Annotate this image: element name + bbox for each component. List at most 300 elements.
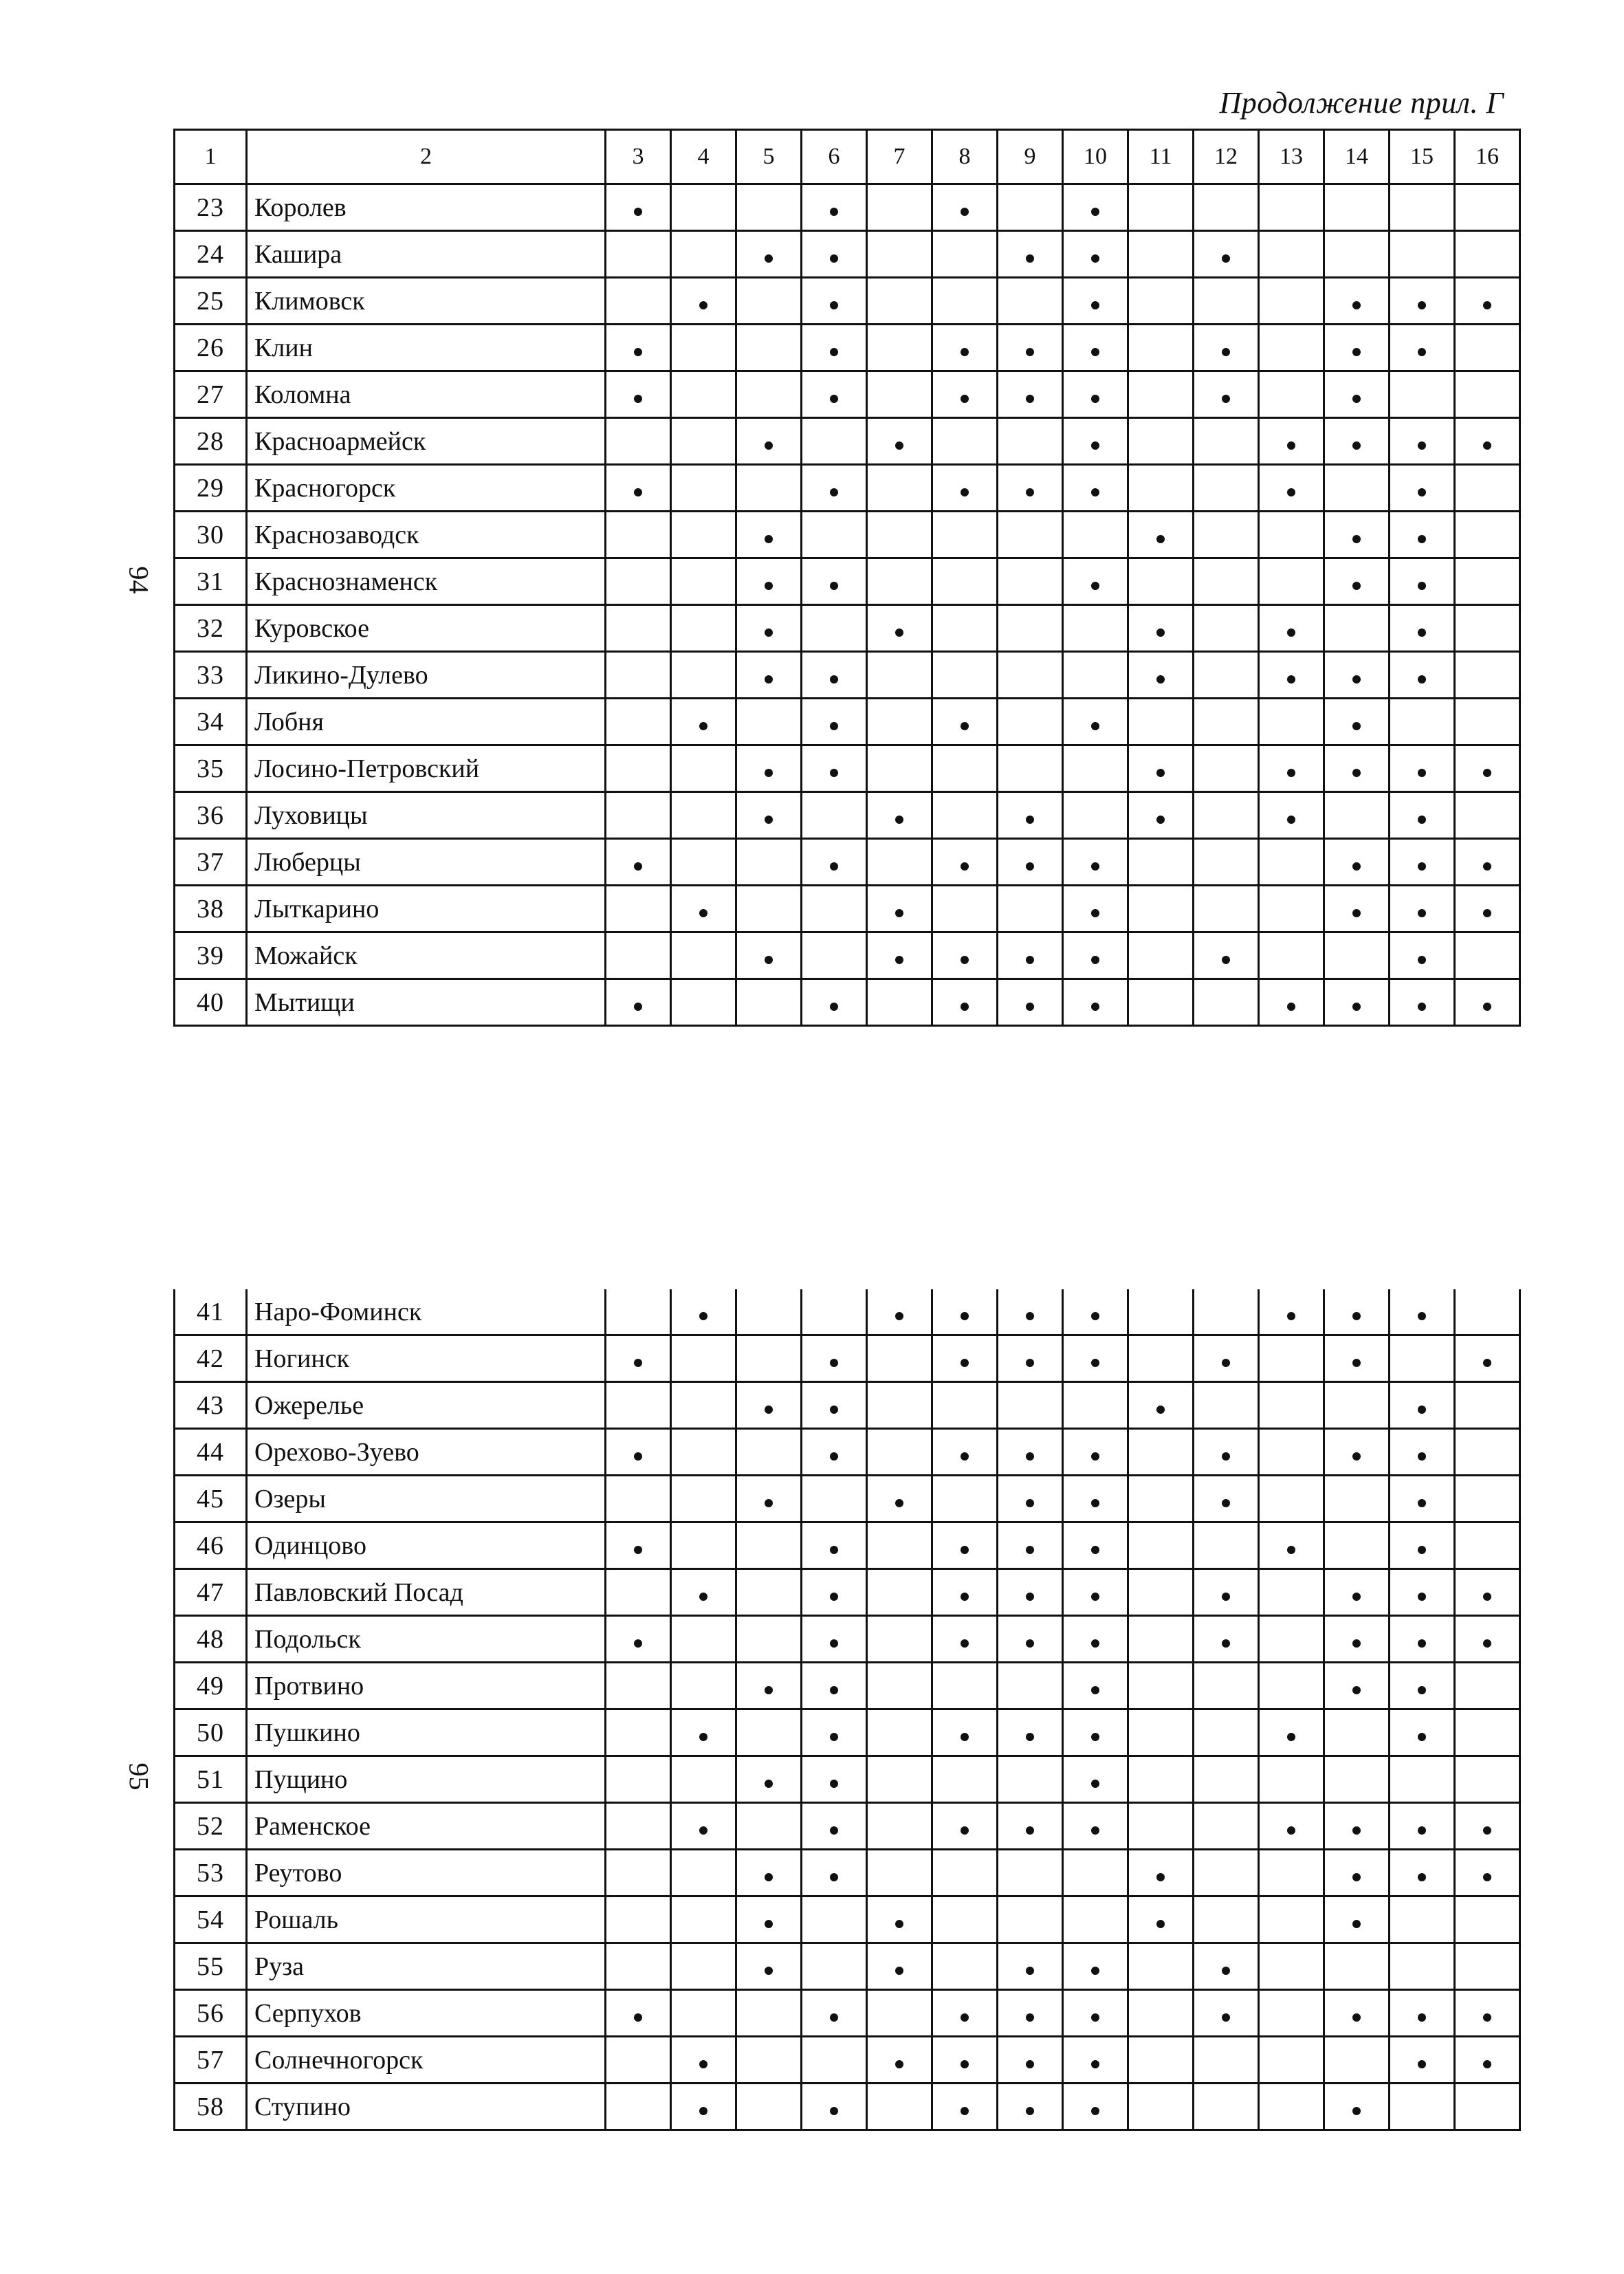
table-row <box>175 1382 1520 1429</box>
cell-col-10 <box>1063 512 1128 558</box>
bullet-mark <box>830 348 838 356</box>
table-row <box>175 1335 1520 1382</box>
bullet-mark <box>1418 348 1426 356</box>
bullet-mark <box>830 1733 838 1741</box>
bullet-mark <box>1156 535 1165 543</box>
cell-col-3 <box>606 325 671 371</box>
header-col-2: 2 <box>247 130 606 184</box>
row-number: 46 <box>175 1522 247 1569</box>
cell-col-9 <box>998 886 1063 932</box>
cell-col-9 <box>998 1943 1063 1990</box>
table-row <box>175 1663 1520 1709</box>
cell-col-16 <box>1455 2084 1520 2130</box>
row-number: 36 <box>175 792 247 839</box>
row-number: 49 <box>175 1663 247 1709</box>
cell-col-11 <box>1128 371 1194 418</box>
bullet-mark <box>1091 1359 1099 1367</box>
bullet-mark <box>961 1452 969 1461</box>
city-name: Коломна <box>247 371 606 418</box>
cell-col-4 <box>671 1756 736 1803</box>
cell-col-13 <box>1259 1335 1324 1382</box>
cell-col-12 <box>1194 278 1259 325</box>
cell-col-5 <box>736 1335 802 1382</box>
bullet-mark <box>1418 1499 1426 1507</box>
cell-col-15 <box>1390 1429 1455 1476</box>
bullet-mark <box>1352 2013 1361 2022</box>
cell-col-6 <box>802 1476 867 1522</box>
bullet-mark <box>895 1312 903 1320</box>
bullet-mark <box>1156 1406 1165 1414</box>
cell-col-6 <box>802 1803 867 1850</box>
bullet-mark <box>634 1003 642 1011</box>
cell-col-16 <box>1455 184 1520 231</box>
table-top <box>173 129 1521 1027</box>
bullet-mark <box>1352 348 1361 356</box>
cell-col-9 <box>998 1616 1063 1663</box>
cell-col-3 <box>606 1896 671 1943</box>
cell-col-7 <box>867 932 932 979</box>
bullet-mark <box>1418 1406 1426 1414</box>
city-name: Руза <box>247 1943 606 1990</box>
cell-col-16 <box>1455 1803 1520 1850</box>
bullet-mark <box>1091 208 1099 216</box>
cell-col-6 <box>802 278 867 325</box>
cell-col-9 <box>998 1663 1063 1709</box>
bullet-mark <box>634 208 642 216</box>
cell-col-16 <box>1455 1429 1520 1476</box>
cell-col-16 <box>1455 278 1520 325</box>
cell-col-15 <box>1390 418 1455 465</box>
cell-col-3 <box>606 932 671 979</box>
cell-col-10 <box>1063 886 1128 932</box>
bullet-mark <box>1222 1359 1230 1367</box>
table-row <box>175 1569 1520 1616</box>
bullet-mark <box>1287 488 1295 496</box>
bullet-mark <box>1418 441 1426 450</box>
cell-col-5 <box>736 1896 802 1943</box>
bullet-mark <box>1418 582 1426 590</box>
cell-col-11 <box>1128 184 1194 231</box>
bullet-mark <box>1026 1967 1034 1975</box>
row-number: 47 <box>175 1569 247 1616</box>
table-bottom <box>173 1289 1521 2131</box>
bullet-mark <box>699 1733 707 1741</box>
bullet-mark <box>765 1873 773 1881</box>
cell-col-16 <box>1455 418 1520 465</box>
cell-col-12 <box>1194 1850 1259 1896</box>
cell-col-8 <box>932 1990 998 2037</box>
cell-col-12 <box>1194 1382 1259 1429</box>
cell-col-10 <box>1063 1616 1128 1663</box>
bullet-mark <box>895 909 903 917</box>
bullet-mark <box>1483 301 1491 309</box>
cell-col-6 <box>802 231 867 278</box>
bullet-mark <box>895 1920 903 1928</box>
cell-col-14 <box>1324 1990 1390 2037</box>
row-number: 40 <box>175 979 247 1026</box>
cell-col-11 <box>1128 1756 1194 1803</box>
bullet-mark <box>1091 1546 1099 1554</box>
bullet-mark <box>1352 1003 1361 1011</box>
bullet-mark <box>830 301 838 309</box>
table-row <box>175 371 1520 418</box>
bullet-mark <box>765 816 773 824</box>
table-row <box>175 2037 1520 2084</box>
bullet-mark <box>961 862 969 871</box>
header-col-9: 9 <box>998 130 1063 184</box>
bullet-mark <box>830 1593 838 1601</box>
cell-col-5 <box>736 371 802 418</box>
cell-col-3 <box>606 839 671 886</box>
cell-col-9 <box>998 558 1063 605</box>
cell-col-11 <box>1128 745 1194 792</box>
bullet-mark <box>765 769 773 777</box>
cell-col-8 <box>932 325 998 371</box>
cell-col-12 <box>1194 1663 1259 1709</box>
cell-col-10 <box>1063 699 1128 745</box>
cell-col-11 <box>1128 465 1194 512</box>
cell-col-8 <box>932 418 998 465</box>
cell-col-16 <box>1455 605 1520 652</box>
cell-col-12 <box>1194 1943 1259 1990</box>
cell-col-12 <box>1194 371 1259 418</box>
row-number: 30 <box>175 512 247 558</box>
bullet-mark <box>1483 1639 1491 1648</box>
cell-col-5 <box>736 1803 802 1850</box>
bullet-mark <box>961 2060 969 2068</box>
cell-col-6 <box>802 605 867 652</box>
bullet-mark <box>1026 488 1034 496</box>
row-number: 26 <box>175 325 247 371</box>
cell-col-8 <box>932 1522 998 1569</box>
city-name: Люберцы <box>247 839 606 886</box>
cell-col-8 <box>932 652 998 699</box>
cell-col-7 <box>867 839 932 886</box>
cell-col-13 <box>1259 652 1324 699</box>
row-number: 58 <box>175 2084 247 2130</box>
cell-col-8 <box>932 1289 998 1335</box>
cell-col-15 <box>1390 2084 1455 2130</box>
bullet-mark <box>1352 1826 1361 1835</box>
bullet-mark <box>1091 722 1099 730</box>
bullet-mark <box>1091 1967 1099 1975</box>
city-name: Серпухов <box>247 1990 606 2037</box>
cell-col-13 <box>1259 184 1324 231</box>
row-number: 29 <box>175 465 247 512</box>
cell-col-3 <box>606 2037 671 2084</box>
cell-col-5 <box>736 2084 802 2130</box>
cell-col-10 <box>1063 605 1128 652</box>
cell-col-6 <box>802 558 867 605</box>
cell-col-8 <box>932 1476 998 1522</box>
bullet-mark <box>1091 441 1099 450</box>
cell-col-5 <box>736 979 802 1026</box>
cell-col-15 <box>1390 231 1455 278</box>
bullet-mark <box>1287 1733 1295 1741</box>
cell-col-15 <box>1390 699 1455 745</box>
cell-col-4 <box>671 886 736 932</box>
bullet-mark <box>699 722 707 730</box>
cell-col-16 <box>1455 1663 1520 1709</box>
cell-col-11 <box>1128 512 1194 558</box>
cell-col-5 <box>736 1289 802 1335</box>
cell-col-4 <box>671 278 736 325</box>
cell-col-8 <box>932 2084 998 2130</box>
bullet-mark <box>830 1826 838 1835</box>
cell-col-16 <box>1455 886 1520 932</box>
cell-col-15 <box>1390 745 1455 792</box>
bullet-mark <box>699 301 707 309</box>
cell-col-14 <box>1324 699 1390 745</box>
cell-col-5 <box>736 465 802 512</box>
cell-col-9 <box>998 1522 1063 1569</box>
bullet-mark <box>1222 254 1230 263</box>
cell-col-14 <box>1324 1335 1390 1382</box>
bullet-mark <box>961 1003 969 1011</box>
cell-col-4 <box>671 2037 736 2084</box>
cell-col-13 <box>1259 1522 1324 1569</box>
bullet-mark <box>1222 1967 1230 1975</box>
cell-col-13 <box>1259 886 1324 932</box>
bullet-mark <box>1222 1639 1230 1648</box>
bullet-mark <box>1352 582 1361 590</box>
cell-col-7 <box>867 418 932 465</box>
cell-col-12 <box>1194 231 1259 278</box>
cell-col-11 <box>1128 605 1194 652</box>
bullet-mark <box>1026 1452 1034 1461</box>
bullet-mark <box>765 956 773 964</box>
cell-col-4 <box>671 979 736 1026</box>
bullet-mark <box>634 1639 642 1648</box>
cell-col-6 <box>802 184 867 231</box>
header-col-1: 1 <box>175 130 247 184</box>
table-row <box>175 1616 1520 1663</box>
bullet-mark <box>699 1312 707 1320</box>
bullet-mark <box>1418 816 1426 824</box>
cell-col-9 <box>998 418 1063 465</box>
bullet-mark <box>1287 628 1295 637</box>
bullet-mark <box>1156 1920 1165 1928</box>
cell-col-12 <box>1194 839 1259 886</box>
cell-col-13 <box>1259 512 1324 558</box>
cell-col-3 <box>606 1850 671 1896</box>
city-name: Ногинск <box>247 1335 606 1382</box>
bullet-mark <box>1418 2060 1426 2068</box>
bullet-mark <box>1222 1499 1230 1507</box>
row-number: 27 <box>175 371 247 418</box>
cell-col-10 <box>1063 371 1128 418</box>
bullet-mark <box>1418 488 1426 496</box>
bullet-mark <box>961 1546 969 1554</box>
cell-col-8 <box>932 1803 998 1850</box>
cell-col-7 <box>867 1756 932 1803</box>
cell-col-3 <box>606 1990 671 2037</box>
cell-col-11 <box>1128 792 1194 839</box>
cell-col-14 <box>1324 1850 1390 1896</box>
bullet-mark <box>961 1826 969 1835</box>
bullet-mark <box>830 1780 838 1788</box>
cell-col-9 <box>998 465 1063 512</box>
bullet-mark <box>961 488 969 496</box>
bullet-mark <box>1026 1546 1034 1554</box>
cell-col-6 <box>802 1709 867 1756</box>
cell-col-9 <box>998 325 1063 371</box>
bullet-mark <box>1091 1593 1099 1601</box>
cell-col-15 <box>1390 2037 1455 2084</box>
bullet-mark <box>765 675 773 684</box>
cell-col-7 <box>867 792 932 839</box>
bullet-mark <box>1418 1733 1426 1741</box>
cell-col-3 <box>606 745 671 792</box>
header-col-10: 10 <box>1063 130 1128 184</box>
cell-col-8 <box>932 1616 998 1663</box>
bullet-mark <box>895 628 903 637</box>
cell-col-6 <box>802 418 867 465</box>
cell-col-5 <box>736 1850 802 1896</box>
cell-col-10 <box>1063 1709 1128 1756</box>
cell-col-3 <box>606 605 671 652</box>
bullet-mark <box>1026 1639 1034 1648</box>
table-row <box>175 325 1520 371</box>
bullet-mark <box>1418 862 1426 871</box>
cell-col-15 <box>1390 1335 1455 1382</box>
cell-col-4 <box>671 1289 736 1335</box>
bullet-mark <box>1091 2107 1099 2115</box>
bullet-mark <box>1352 1593 1361 1601</box>
row-number: 25 <box>175 278 247 325</box>
table-row <box>175 745 1520 792</box>
cell-col-7 <box>867 699 932 745</box>
city-name: Краснозаводск <box>247 512 606 558</box>
cell-col-12 <box>1194 2037 1259 2084</box>
city-name: Подольск <box>247 1616 606 1663</box>
cell-col-3 <box>606 231 671 278</box>
table-row <box>175 1943 1520 1990</box>
header-col-4: 4 <box>671 130 736 184</box>
cell-col-16 <box>1455 1709 1520 1756</box>
bullet-mark <box>1483 441 1491 450</box>
cell-col-7 <box>867 1382 932 1429</box>
city-name: Лыткарино <box>247 886 606 932</box>
cell-col-12 <box>1194 418 1259 465</box>
table-row <box>175 605 1520 652</box>
cell-col-15 <box>1390 371 1455 418</box>
bullet-mark <box>1026 2060 1034 2068</box>
cell-col-16 <box>1455 1522 1520 1569</box>
bullet-mark <box>1352 1452 1361 1461</box>
bullet-mark <box>830 2107 838 2115</box>
cell-col-7 <box>867 1569 932 1616</box>
city-name: Луховицы <box>247 792 606 839</box>
cell-col-15 <box>1390 792 1455 839</box>
cell-col-5 <box>736 699 802 745</box>
cell-col-8 <box>932 465 998 512</box>
bullet-mark <box>1091 1452 1099 1461</box>
city-name: Раменское <box>247 1803 606 1850</box>
row-number: 53 <box>175 1850 247 1896</box>
bullet-mark <box>1091 1733 1099 1741</box>
bullet-mark <box>1026 816 1034 824</box>
cell-col-14 <box>1324 2037 1390 2084</box>
bullet-mark <box>634 1359 642 1367</box>
cell-col-15 <box>1390 325 1455 371</box>
cell-col-3 <box>606 1709 671 1756</box>
cell-col-10 <box>1063 2084 1128 2130</box>
bullet-mark <box>961 395 969 403</box>
cell-col-4 <box>671 418 736 465</box>
cell-col-4 <box>671 1990 736 2037</box>
cell-col-13 <box>1259 2084 1324 2130</box>
cell-col-9 <box>998 745 1063 792</box>
bullet-mark <box>1483 769 1491 777</box>
bullet-mark <box>699 2107 707 2115</box>
bullet-mark <box>1026 395 1034 403</box>
cell-col-7 <box>867 1709 932 1756</box>
cell-col-13 <box>1259 745 1324 792</box>
bullet-mark <box>1287 1312 1295 1320</box>
bullet-mark <box>1418 909 1426 917</box>
cell-col-15 <box>1390 605 1455 652</box>
cell-col-13 <box>1259 1569 1324 1616</box>
cell-col-10 <box>1063 1990 1128 2037</box>
table-row <box>175 652 1520 699</box>
cell-col-7 <box>867 371 932 418</box>
bullet-mark <box>765 582 773 590</box>
cell-col-9 <box>998 1289 1063 1335</box>
cell-col-7 <box>867 1990 932 2037</box>
cell-col-14 <box>1324 1569 1390 1616</box>
cell-col-3 <box>606 1756 671 1803</box>
cell-col-3 <box>606 1616 671 1663</box>
bullet-mark <box>1026 348 1034 356</box>
cell-col-5 <box>736 1569 802 1616</box>
cell-col-16 <box>1455 1850 1520 1896</box>
cell-col-13 <box>1259 465 1324 512</box>
cell-col-5 <box>736 1709 802 1756</box>
cell-col-6 <box>802 371 867 418</box>
cell-col-14 <box>1324 932 1390 979</box>
cell-col-4 <box>671 184 736 231</box>
cell-col-10 <box>1063 1382 1128 1429</box>
cell-col-9 <box>998 1429 1063 1476</box>
cell-col-6 <box>802 325 867 371</box>
bullet-mark <box>765 1920 773 1928</box>
cell-col-4 <box>671 1476 736 1522</box>
bullet-mark <box>1026 2013 1034 2022</box>
table-caption: Продолжение прил. Г <box>1219 86 1504 120</box>
city-name: Пушкино <box>247 1709 606 1756</box>
cell-col-13 <box>1259 839 1324 886</box>
cell-col-8 <box>932 278 998 325</box>
bullet-mark <box>961 1359 969 1367</box>
cell-col-4 <box>671 745 736 792</box>
cell-col-14 <box>1324 558 1390 605</box>
cell-col-16 <box>1455 558 1520 605</box>
bullet-mark <box>634 1546 642 1554</box>
cell-col-12 <box>1194 558 1259 605</box>
bullet-mark <box>1287 1826 1295 1835</box>
cell-col-10 <box>1063 418 1128 465</box>
cell-col-13 <box>1259 418 1324 465</box>
cell-col-10 <box>1063 558 1128 605</box>
bullet-mark <box>1222 348 1230 356</box>
cell-col-12 <box>1194 745 1259 792</box>
city-name: Климовск <box>247 278 606 325</box>
cell-col-5 <box>736 652 802 699</box>
cell-col-4 <box>671 1663 736 1709</box>
cell-col-11 <box>1128 1896 1194 1943</box>
bullet-mark <box>1091 348 1099 356</box>
